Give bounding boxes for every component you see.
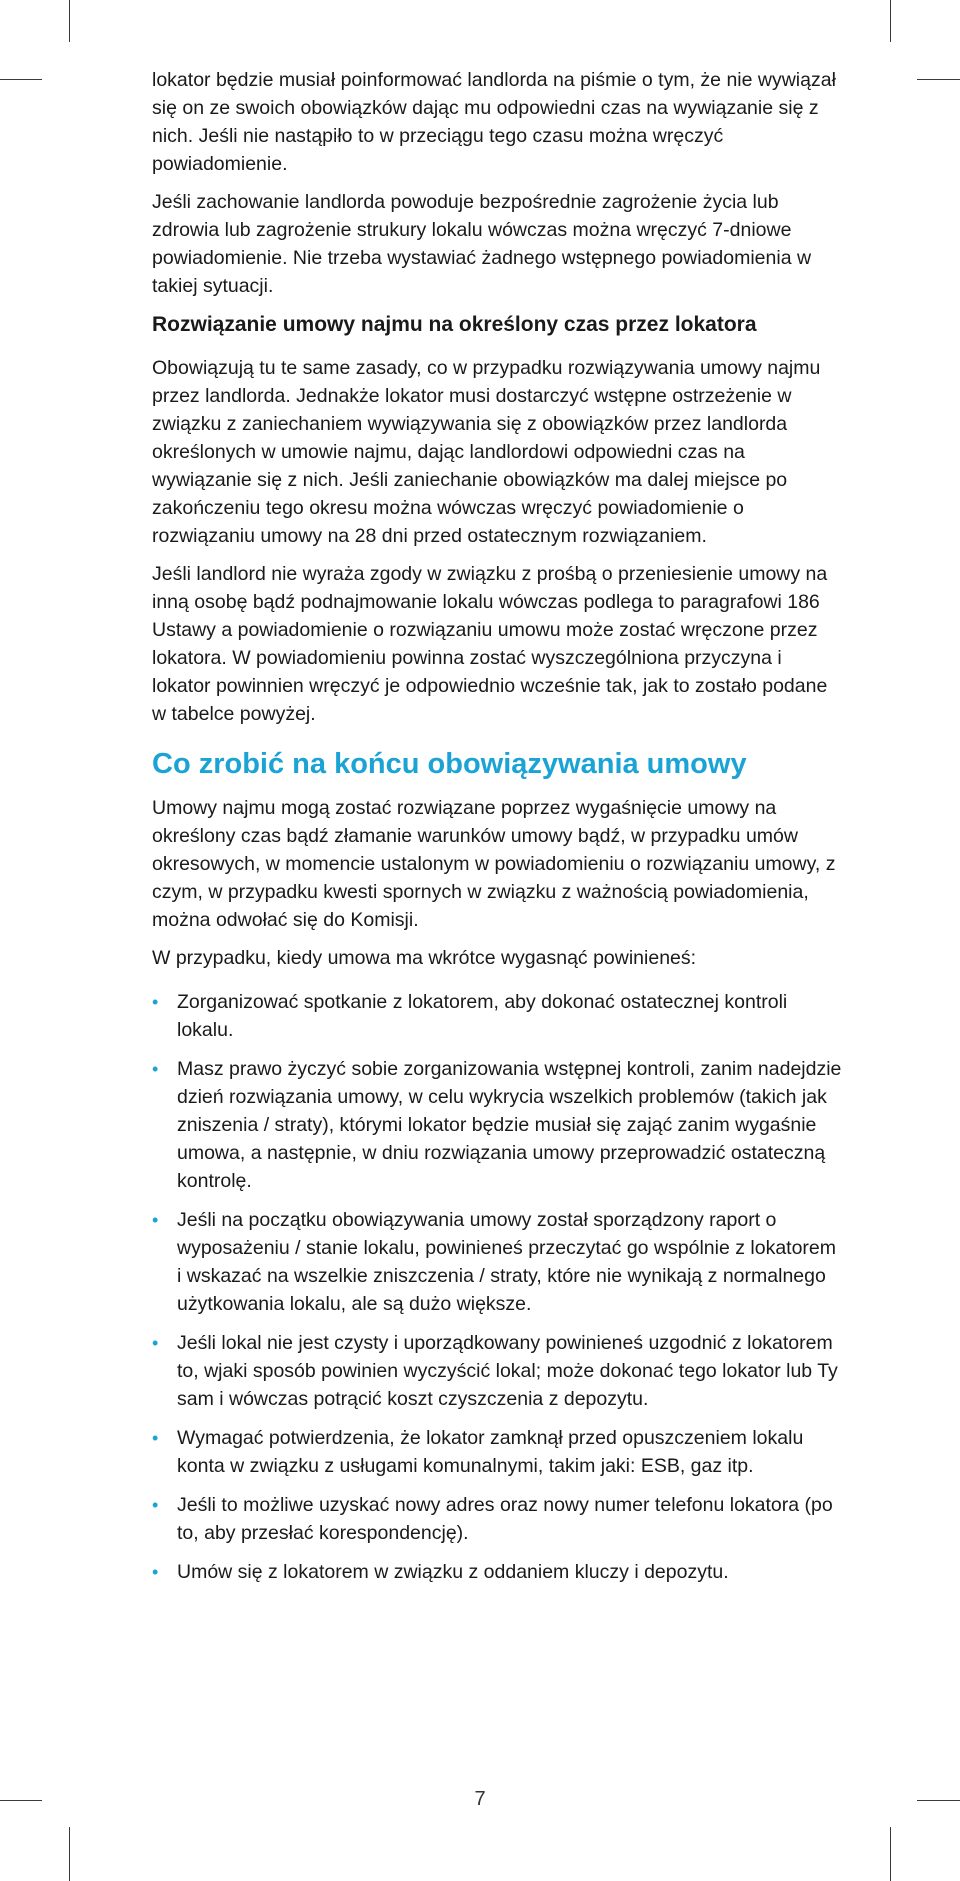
section-subheading: Rozwiązanie umowy najmu na określony czas przez lokatora (152, 313, 757, 336)
bullet-icon: • (152, 1210, 159, 1230)
bullet-list (152, 988, 842, 1586)
section-heading: Co zrobić na końcu obowiązywania umowy (152, 748, 747, 780)
list-item (152, 1491, 842, 1547)
crop-mark (890, 0, 891, 42)
list-item (152, 988, 842, 1044)
crop-mark (917, 79, 960, 80)
list-item-text: Masz prawo życzyć sobie zorganizowania wstępnej kontroli, zanim nadejdzie dzień rozwiązania umowy, w celu wykrycia wszelkich problemów (takich jak zniszenia / straty), którymi lokator będzie musiał się zająć zanim wygaśnie umowa, a następnie, w dniu rozwiązania umowy przeprowadzić ostateczną kontrolę. (177, 1058, 842, 1192)
crop-mark (0, 79, 42, 80)
list-item (152, 1206, 842, 1318)
paragraph: W przypadku, kiedy umowa ma wkrótce wygasnąć powinieneś: (152, 947, 697, 969)
list-item (152, 1055, 842, 1195)
crop-mark (69, 1827, 70, 1881)
list-item-text: Jeśli lokal nie jest czysty i uporządkowany powinieneś uzgodnić z lokatorem to, wjaki sposób powinien wyczyścić lokal; może dokonać tego lokator lub Ty sam i wówczas potrącić koszt czyszczenia z depozytu. (177, 1332, 838, 1410)
list-item (152, 1558, 842, 1586)
list-item-text: Jeśli to możliwe uzyskać nowy adres oraz nowy numer telefonu lokatora (po to, aby przesłać korespondencję). (177, 1494, 833, 1544)
paragraph: Obowiązują tu te same zasady, co w przypadku rozwiązywania umowy najmu przez landlorda. Jednakże lokator musi dostarczyć wstępne ostrzeżenie w związku z zaniechaniem wywiązywania się z obowiązków przez landlorda określonych w umowie najmu, dając landlordowi odpowiedni czas na wywiązanie się z nich. Jeśli zaniechanie obowiązków ma dalej miejsce po zakończeniu tego okresu można wówczas wręczyć powiadomienie o rozwiązaniu umowy na 28 dni przed ostatecznym rozwiązaniem. (152, 357, 821, 547)
crop-mark (890, 1827, 891, 1881)
paragraph: lokator będzie musiał poinformować landlorda na piśmie o tym, że nie wywiązał się on ze swoich obowiązków dając mu odpowiedni czas na wywiązanie się z nich. Jeśli nie nastąpiło to w przeciągu tego czasu można wręczyć powiadomienie. (152, 69, 836, 175)
list-item-text: Jeśli na początku obowiązywania umowy został sporządzony raport o wyposażeniu / stanie lokalu, powinieneś przeczytać go wspólnie z lokatorem i wskazać na wszelkie zniszczenia / straty, które nie wynikają z normalnego użytkowania lokalu, ale są dużo większe. (177, 1209, 837, 1315)
paragraph: Jeśli zachowanie landlorda powoduje bezpośrednie zagrożenie życia lub zdrowia lub zagrożenie strukury lokalu wówczas można wręczyć 7-dniowe powiadomienie. Nie trzeba wystawiać żadnego wstępnego powiadomienia w takiej sytuacji. (152, 191, 812, 297)
list-item (152, 1329, 842, 1413)
page-number: 7 (474, 1788, 486, 1810)
list-item-text: Umów się z lokatorem w związku z oddaniem kluczy i depozytu. (177, 1561, 729, 1583)
bullet-icon: • (152, 1495, 159, 1515)
list-item (152, 1424, 842, 1480)
page-content (152, 66, 842, 1597)
list-item-text: Zorganizować spotkanie z lokatorem, aby dokonać ostatecznej kontroli lokalu. (177, 991, 788, 1041)
crop-mark (69, 0, 70, 42)
paragraph: Jeśli landlord nie wyraża zgody w związku z prośbą o przeniesienie umowy na inną osobę bądź podnajmowanie lokalu wówczas podlega to paragrafowi 186 Ustawy a powiadomienie o rozwiązaniu umowu może zostać wręczone przez lokatora. W powiadomieniu powinna zostać wyszczególniona przyczyna i lokator powinnien wręczyć je odpowiednio wcześnie tak, jak to zostało podane w tabelce powyżej. (152, 563, 828, 725)
bullet-icon: • (152, 1333, 159, 1353)
bullet-icon: • (152, 1059, 159, 1079)
bullet-icon: • (152, 1428, 159, 1448)
list-item-text: Wymagać potwierdzenia, że lokator zamknął przed opuszczeniem lokalu konta w związku z usługami komunalnymi, takim jaki: ESB, gaz itp. (177, 1427, 804, 1477)
bullet-icon: • (152, 992, 159, 1012)
bullet-icon: • (152, 1562, 159, 1582)
paragraph: Umowy najmu mogą zostać rozwiązane poprzez wygaśnięcie umowy na określony czas bądź złamanie warunków umowy bądź, w przypadku umów okresowych, w momencie ustalonym w powiadomieniu o rozwiązaniu umowy, z czym, w przypadku kwesti spornych w związku z ważnością powiadomienia, można odwołać się do Komisji. (152, 797, 836, 931)
